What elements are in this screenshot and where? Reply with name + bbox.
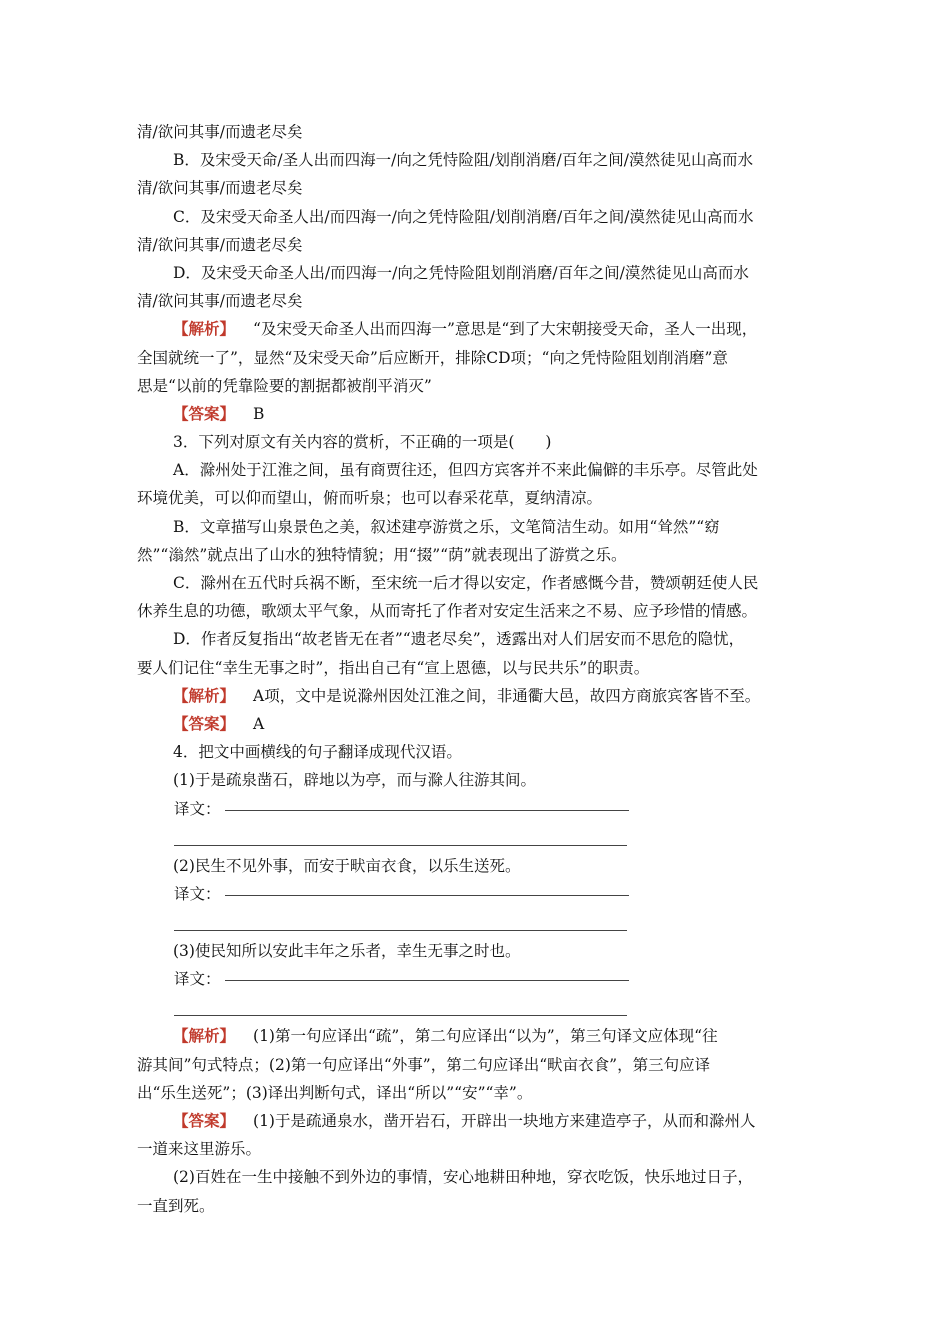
q2-analysis-cont: 全国就统一了”，显然“及宋受天命”后应断开，排除CD项；“向之凭恃险阻划削消磨”意 bbox=[137, 348, 728, 367]
q2-analysis-cont: 思是“以前的凭靠险要的割据都被削平消灭” bbox=[137, 376, 432, 395]
q3-answer bbox=[137, 710, 815, 738]
q2-option-d: D．及宋受天命圣人出/而四海一/向之凭恃险阻划削消磨/百年之间/漠然徒见山高而水 bbox=[173, 263, 749, 282]
q4-sentence-1: (1)于是疏泉凿石，辟地以为亭，而与滁人往游其间。 bbox=[173, 771, 536, 790]
translation-blank[interactable] bbox=[225, 894, 629, 896]
q2-option-b-cont: 清/欲问其事/而遗老尽矣 bbox=[137, 179, 303, 198]
q4-analysis bbox=[137, 1022, 815, 1050]
q2-analysis-text: “及宋受天命圣人出而四海一”意思是“到了大宋朝接受天命，圣人一出现， bbox=[253, 320, 758, 339]
answer-tag: 【答案】 bbox=[173, 713, 236, 733]
q3-analysis-text: A项，文中是说滁州因处江淮之间，非通衢大邑，故四方商旅宾客皆不至。 bbox=[253, 686, 761, 705]
translation-blank-2[interactable] bbox=[174, 908, 627, 931]
analysis-tag: 【解析】 bbox=[173, 1026, 236, 1046]
q4-stem: 4．把文中画横线的句子翻译成现代汉语。 bbox=[173, 743, 462, 762]
q4-analysis-cont: 出“乐生送死”；(3)译出判断句式，译出“所以”“安”“幸”。 bbox=[137, 1083, 533, 1102]
answer-tag: 【答案】 bbox=[173, 403, 236, 423]
translation-blank-2[interactable] bbox=[174, 993, 627, 1016]
q3-option-c-cont: 休养生息的功德，歌颂太平气象，从而寄托了作者对安定生活来之不易、应予珍惜的情感。 bbox=[137, 602, 758, 621]
q4-answer-2: (2)百姓在一生中接触不到外边的事情，安心地耕田种地，穿衣吃饭，快乐地过日子， bbox=[173, 1168, 753, 1187]
q2-option-c-cont: 清/欲问其事/而遗老尽矣 bbox=[137, 235, 303, 254]
q4-answer-cont: 一道来这里游乐。 bbox=[137, 1140, 262, 1159]
q4-sentence-3: (3)使民知所以安此丰年之乐者，幸生无事之时也。 bbox=[173, 942, 521, 961]
answer-tag: 【答案】 bbox=[173, 1111, 236, 1130]
option-a-continuation: 清/欲问其事/而遗老尽矣 bbox=[137, 123, 303, 141]
document-content bbox=[137, 118, 815, 1220]
q3-option-a: A．滁州处于江淮之间，虽有商贾往还，但四方宾客并不来此偏僻的丰乐亭。尽管此处 bbox=[173, 461, 758, 480]
q2-answer bbox=[137, 400, 815, 428]
q3-option-d: D．作者反复指出“故老皆无在者”“遗老尽矣”，透露出对人们居安而不思危的隐忧， bbox=[173, 630, 745, 649]
translation-row bbox=[137, 965, 815, 993]
q3-option-c: C．滁州在五代时兵祸不断，至宋统一后才得以安定，作者感慨今昔，赞颂朝廷使人民 bbox=[173, 574, 759, 592]
translation-label: 译文： bbox=[174, 970, 221, 989]
q3-option-d-cont: 要人们记住“幸生无事之时”，指出自己有“宣上恩德，以与民共乐”的职责。 bbox=[137, 658, 650, 677]
q2-analysis bbox=[137, 315, 815, 343]
q3-answer-value: A bbox=[253, 714, 265, 733]
q4-analysis-text: (1)第一句应译出“疏”，第二句应译出“以为”，第三句译文应体现“往 bbox=[253, 1027, 718, 1046]
q3-analysis bbox=[137, 682, 815, 710]
q2-option-d-cont: 清/欲问其事/而遗老尽矣 bbox=[137, 292, 303, 311]
translation-row bbox=[137, 795, 815, 823]
q4-answer-2-cont: 一直到死。 bbox=[137, 1196, 215, 1215]
q3-option-a-cont: 环境优美，可以仰而望山，俯而听泉；也可以春采花草，夏纳清凉。 bbox=[137, 489, 603, 508]
translation-label: 译文： bbox=[174, 799, 221, 818]
q4-answer-text: (1)于是疏通泉水，凿开岩石，开辟出一块地方来建造亭子，从而和滁州人 bbox=[253, 1112, 756, 1130]
q4-answer bbox=[137, 1107, 815, 1135]
q3-stem: 3．下列对原文有关内容的赏析，不正确的一项是( ) bbox=[173, 433, 552, 452]
q2-option-b: B．及宋受天命/圣人出而四海一/向之凭恃险阻/划削消磨/百年之间/漠然徒见山高而水 bbox=[173, 151, 754, 170]
translation-row bbox=[137, 880, 815, 908]
analysis-tag: 【解析】 bbox=[173, 685, 236, 705]
analysis-tag: 【解析】 bbox=[173, 319, 236, 339]
translation-label: 译文： bbox=[174, 884, 221, 903]
q2-option-c: C．及宋受天命圣人出/而四海一/向之凭恃险阻/划削消磨/百年之间/漠然徒见山高而水 bbox=[173, 207, 754, 226]
translation-blank-2[interactable] bbox=[174, 823, 627, 846]
q3-option-b: B．文章描写山泉景色之美，叙述建亭游赏之乐，文笔简洁生动。如用“耸然”“窈 bbox=[173, 517, 720, 536]
translation-blank[interactable] bbox=[225, 979, 629, 981]
q4-analysis-cont: 游其间”句式特点；(2)第一句应译出“外事”，第二句应译出“畎亩衣食”，第三句应译 bbox=[137, 1055, 711, 1074]
q2-answer-value: B bbox=[253, 404, 265, 423]
translation-blank[interactable] bbox=[225, 809, 629, 811]
q3-option-b-cont: 然”“滃然”就点出了山水的独特情貌；用“掇”“荫”就表现出了游赏之乐。 bbox=[137, 545, 627, 564]
q4-sentence-2: (2)民生不见外事，而安于畎亩衣食，以乐生送死。 bbox=[173, 856, 521, 875]
